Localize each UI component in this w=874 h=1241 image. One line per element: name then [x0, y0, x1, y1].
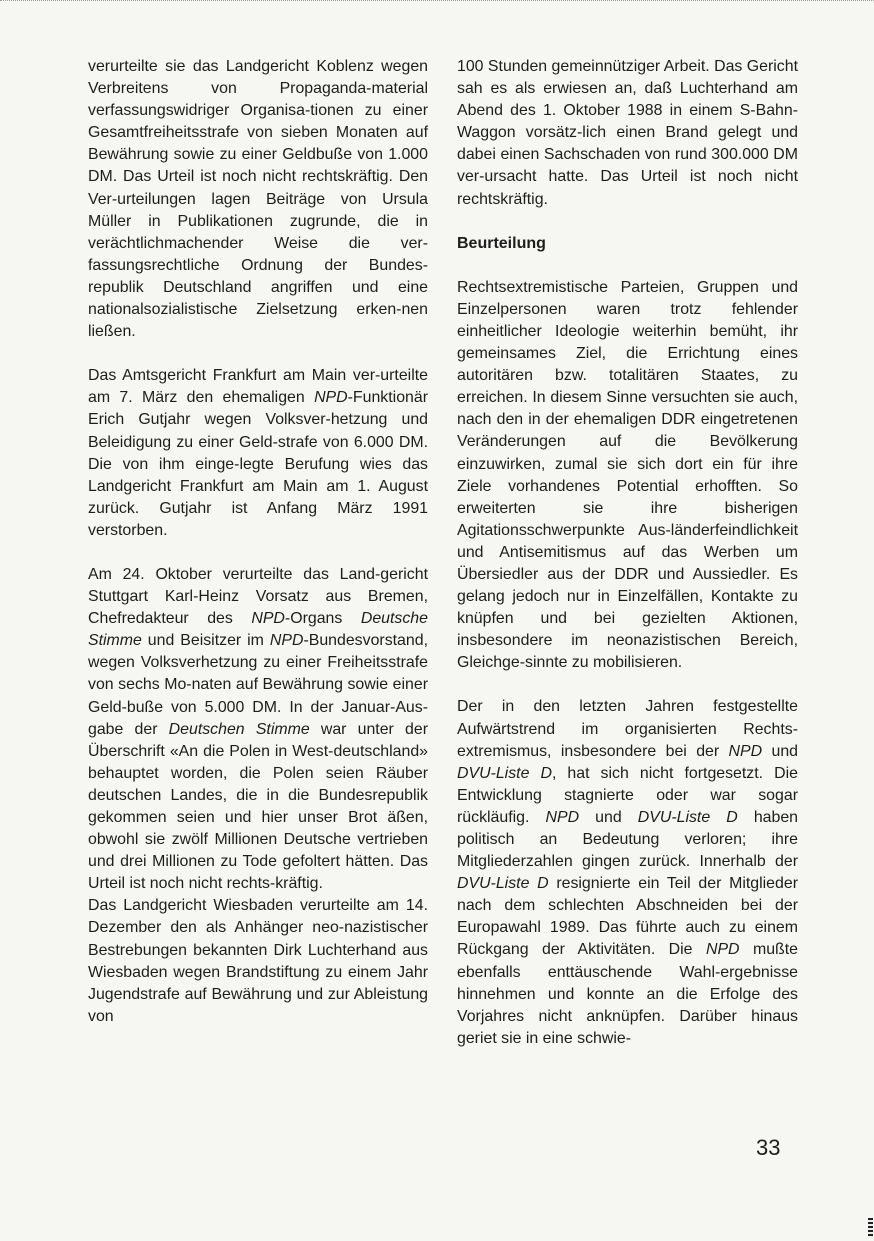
paragraph-wiesbaden-verdict-continued: 100 Stunden gemeinnütziger Arbeit. Das Gericht sah es als erwiesen an, daß Luchterhand am Abend des 1. Oktober 1988 in einem S-Bahn-Waggon vorsätz-lich einen Brand gelegt und dabei einen Sachschaden von rund 300.000 DM ver-ursacht hatte. Das Urteil ist noch nicht rechtskräftig.: [457, 58, 798, 208]
right-column: [457, 56, 798, 1050]
paragraph-koblenz-verdict: verurteilte sie das Landgericht Koblenz wegen Verbreitens von Propaganda-material verfassungswidriger Organisa-tionen zu einer Gesamtfreiheitsstrafe von sieben Monaten auf Bewährung sowie zu einer Geldbuße von 1.000 DM. Das Urteil ist noch nicht rechtskräftig. Den Ver-urteilungen lagen Beiträge von Ursula Müller in Publikationen zugrunde, die in verächtlichmachender Weise die ver-fassungsrechtliche Ordnung der Bundes-republik Deutschland angriffen und eine nationalsozialistische Zielsetzung erken-nen ließen.: [88, 58, 428, 341]
left-column: [88, 56, 428, 1028]
paragraph-assessment-trend: Der in den letzten Jahren festgestellte Aufwärtstrend im organisierten Rechts-extremismus, insbesondere bei der NPD und DVU-Liste D, hat sich nicht fortgesetzt. Die Entwicklung stagnierte oder war sogar rückläufig. NPD und DVU-Liste D haben politisch an Bedeutung verloren; ihre Mitgliederzahlen gingen zurück. Innerhalb der DVU-Liste D resignierte ein Teil der Mitglieder nach dem schlechten Abschneiden bei der Europawahl 1989. Das führte auch zu einem Rückgang der Aktivitäten. Die NPD mußte ebenfalls enttäuschende Wahl-ergebnisse hinnehmen und konnte an die Erfolge des Vorjahres nicht anknüpfen. Darüber hinaus geriet sie in eine schwie-: [457, 698, 799, 1047]
section-heading-beurteilung: Beurteilung: [457, 234, 546, 252]
paragraph-frankfurt-verdict: Das Amtsgericht Frankfurt am Main ver-urteilte am 7. März den ehemaligen NPD-Funktionär Erich Gutjahr wegen Volksver-hetzung und Beleidigung zu einer Geld-strafe von 6.000 DM. Die von ihm einge-legte Berufung wies das Landgericht Frankfurt am Main am 1. August zurück. Gutjahr ist Anfang März 1991 verstorben.: [88, 367, 428, 539]
paragraph-wiesbaden-verdict: Das Landgericht Wiesbaden verurteilte am 14. Dezember den als Anhänger neo-nazistischer Bestrebungen bekannten Dirk Luchterhand aus Wiesbaden wegen Brandstiftung zu einem Jahr Jugendstrafe auf Bewährung und zur Ableistung von: [88, 897, 428, 1025]
page-top-edge: [0, 0, 874, 3]
paragraph-assessment-goals: Rechtsextremistische Parteien, Gruppen und Einzelpersonen waren trotz fehlender einheitlicher Ideologie weiterhin bemüht, ihr gemeinsames Ziel, die Errichtung eines autoritären bzw. totalitären Staates, zu erreichen. In diesem Sinne versuchten sie auch, nach den in der ehemaligen DDR eingetretenen Veränderungen auf die Bevölkerung einzuwirken, zumal sie sich dort ein für ihre Ziele vorhandenes Potential erhofften. So erweiterten sie ihre bisherigen Agitationsschwerpunkte Aus-länderfeindlichkeit und Antisemitismus auf das Werben um Übersiedler aus der DDR und Aussiedler. Es gelang jedoch nur in Einzelfällen, Kontakte zu knüpfen und bei gezielten Aktionen, insbesondere im neonazistischen Bereich, Gleichge-sinnte zu mobilisieren.: [457, 278, 798, 672]
scan-edge-mark: [868, 1218, 873, 1238]
paragraph-stuttgart-verdict: Am 24. Oktober verurteilte das Land-gericht Stuttgart Karl-Heinz Vorsatz aus Bremen, Chefredakteur des NPD-Organs Deutsche Stimme und Beisitzer im NPD-Bundesvorstand, wegen Volksverhetzung zu einer Freiheitsstrafe von sechs Mo-naten auf Bewährung sowie einer Geld-buße von 5.000 DM. In der Januar-Aus-gabe der Deutschen Stimme war unter der Überschrift «An die Polen in West-deutschland» behauptet worden, die Polen seien Räuber deutschen Landes, die in die Bundesrepublik gekommen seien und hier unser Brot äßen, obwohl sie zwölf Millionen Deutsche vertrieben und drei Millionen zu Tode gefoltert hätten. Das Urteil ist noch nicht rechts-kräftig.: [88, 565, 428, 893]
page-number: 33: [756, 1135, 781, 1160]
